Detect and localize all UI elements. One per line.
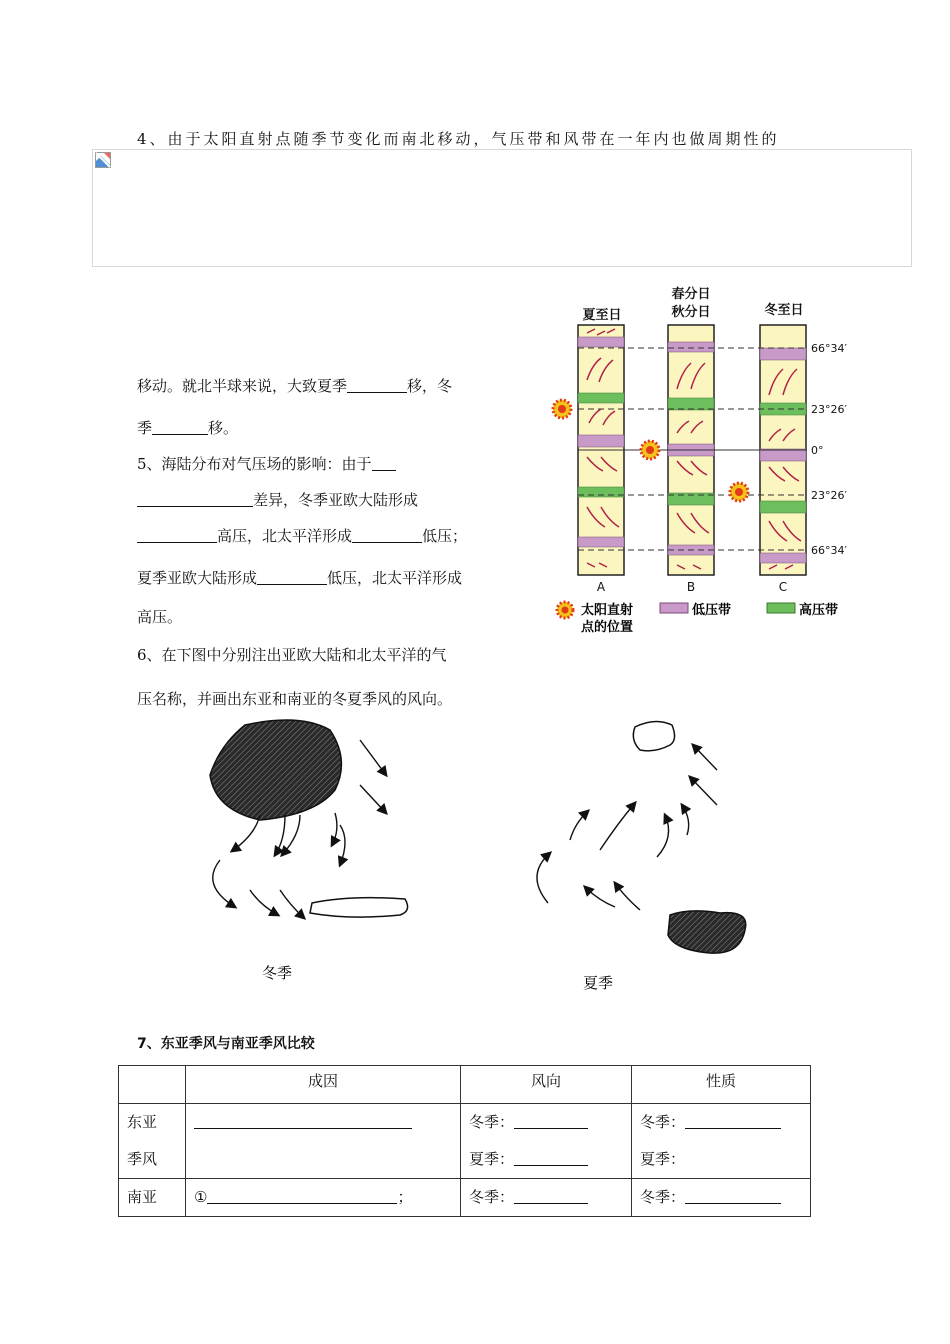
pacific-landmass [668, 911, 746, 953]
east-asia-direction-cell [461, 1104, 632, 1179]
legend-high-label: 高压带 [799, 603, 839, 618]
q4-text: 移动。就北半球来说，大致夏季 [137, 377, 348, 395]
header-direction: 风向 [461, 1066, 632, 1104]
latitude-label-23n: 23°26′ [811, 403, 847, 416]
header-empty [119, 1066, 186, 1104]
high-pressure-swatch [767, 603, 795, 613]
q5-text: 高压，北太平洋形成 [217, 527, 353, 545]
sun-position-c [730, 483, 748, 501]
south-cause-suffix: ； [397, 1188, 413, 1206]
q5-text: 差异，冬季亚欧大陆形成 [253, 491, 419, 509]
q6-line-2: 压名称，并画出东亚和南亚的冬夏季风的风向。 [137, 690, 453, 708]
column-label-a: A [596, 580, 606, 594]
q5-text: 低压； [422, 527, 468, 545]
winter-prefix: 冬季： [469, 1188, 515, 1206]
summer-prefix: 夏季： [469, 1150, 515, 1168]
south-asia-label-cell [119, 1179, 186, 1217]
east-asia-nature-cell [632, 1104, 811, 1179]
sun-position-a [553, 400, 571, 418]
col-c-title: 冬至日 [764, 303, 804, 318]
pressure-belt-figure [545, 285, 865, 645]
q5-line-2 [137, 489, 418, 510]
broken-image-placeholder [92, 149, 912, 267]
sun-position-b [641, 441, 659, 459]
header-nature: 性质 [632, 1066, 811, 1104]
question-4-intro: 4、由于太阳直射点随季节变化而南北移动，气压带和风带在一年内也做周期性的 [137, 130, 780, 148]
latitude-label-66n: 66°34′ [811, 342, 847, 355]
table-header-row [119, 1066, 811, 1104]
q4-line-2 [137, 417, 238, 438]
winter-caption: 冬季 [262, 964, 293, 982]
winter-prefix: 冬季： [469, 1113, 515, 1131]
table-row-east-asia [119, 1104, 811, 1179]
legend-sun-label-2: 点的位置 [581, 620, 634, 635]
south-asia-label: 南亚 [127, 1188, 158, 1206]
table-row-south-asia [119, 1179, 811, 1217]
eurasia-landmass [210, 720, 341, 820]
blank-q5-c[interactable] [137, 528, 217, 543]
blank-winter-direction[interactable] [152, 420, 208, 435]
summer-caption: 夏季 [583, 974, 614, 992]
q4-line-1 [137, 375, 452, 396]
latitude-label-equator: 0° [811, 444, 824, 457]
q4-text: 移，冬 [407, 377, 453, 395]
column-label-c: C [778, 580, 788, 594]
south-asia-nature-cell [632, 1179, 811, 1217]
q4-text: 季 [137, 419, 153, 437]
q5-line-3 [137, 525, 467, 546]
south-cause-prefix: ① [194, 1188, 208, 1206]
latitude-label-23s: 23°26′ [811, 489, 847, 502]
east-asia-cause-cell [186, 1104, 461, 1179]
south-asia-direction-cell [461, 1179, 632, 1217]
legend [557, 602, 838, 635]
blank-q5-a[interactable] [372, 456, 396, 471]
broken-image-icon [95, 152, 111, 168]
south-asia-cause-blank[interactable] [207, 1189, 397, 1204]
east-asia-summer-direction-blank[interactable] [514, 1151, 588, 1166]
col-b-title-1: 春分日 [671, 287, 711, 302]
east-asia-winter-nature-blank[interactable] [685, 1114, 781, 1129]
column-label-b: B [686, 580, 696, 594]
east-asia-label-1: 东亚 [127, 1113, 158, 1131]
east-asia-label-2: 季风 [127, 1150, 158, 1168]
monsoon-maps [200, 715, 760, 995]
q4-text: 移。 [208, 419, 239, 437]
south-asia-winter-direction-blank[interactable] [514, 1189, 588, 1204]
eurasia-outline [633, 721, 674, 750]
winter-prefix: 冬季： [640, 1113, 686, 1131]
col-a-title: 夏至日 [582, 308, 622, 323]
south-asia-winter-nature-blank[interactable] [685, 1189, 781, 1204]
pacific-island-outline [310, 898, 408, 917]
monsoon-comparison-table [118, 1065, 811, 1217]
q5-line-4 [137, 567, 462, 588]
summer-prefix: 夏季： [640, 1150, 686, 1168]
blank-q5-b[interactable] [137, 492, 253, 507]
sun-legend-icon [557, 602, 573, 618]
low-pressure-swatch [660, 603, 688, 613]
q6-line-1: 6、在下图中分别注出亚欧大陆和北太平洋的气 [137, 646, 447, 664]
summer-map [537, 721, 746, 992]
col-b-title-2: 秋分日 [671, 305, 711, 320]
q5-text: 夏季亚欧大陆形成 [137, 569, 258, 587]
blank-q5-d[interactable] [352, 528, 422, 543]
south-asia-cause-cell [186, 1179, 461, 1217]
q5-line-1 [137, 453, 396, 474]
q5-line-5: 高压。 [137, 608, 183, 626]
east-asia-label-cell [119, 1104, 186, 1179]
latitude-label-66s: 66°34′ [811, 544, 847, 557]
blank-summer-direction[interactable] [347, 378, 407, 393]
winter-prefix: 冬季： [640, 1188, 686, 1206]
legend-low-label: 低压带 [692, 603, 732, 618]
header-cause: 成因 [186, 1066, 461, 1104]
east-asia-cause-blank[interactable] [194, 1114, 412, 1129]
blank-q5-e[interactable] [257, 570, 327, 585]
q5-text: 低压，北太平洋形成 [327, 569, 463, 587]
question-7-title: 7、东亚季风与南亚季风比较 [137, 1036, 315, 1052]
winter-map [210, 720, 408, 982]
q5-text: 5、海陆分布对气压场的影响：由于 [137, 455, 372, 473]
east-asia-winter-direction-blank[interactable] [514, 1114, 588, 1129]
legend-sun-label-1: 太阳直射 [581, 603, 634, 618]
